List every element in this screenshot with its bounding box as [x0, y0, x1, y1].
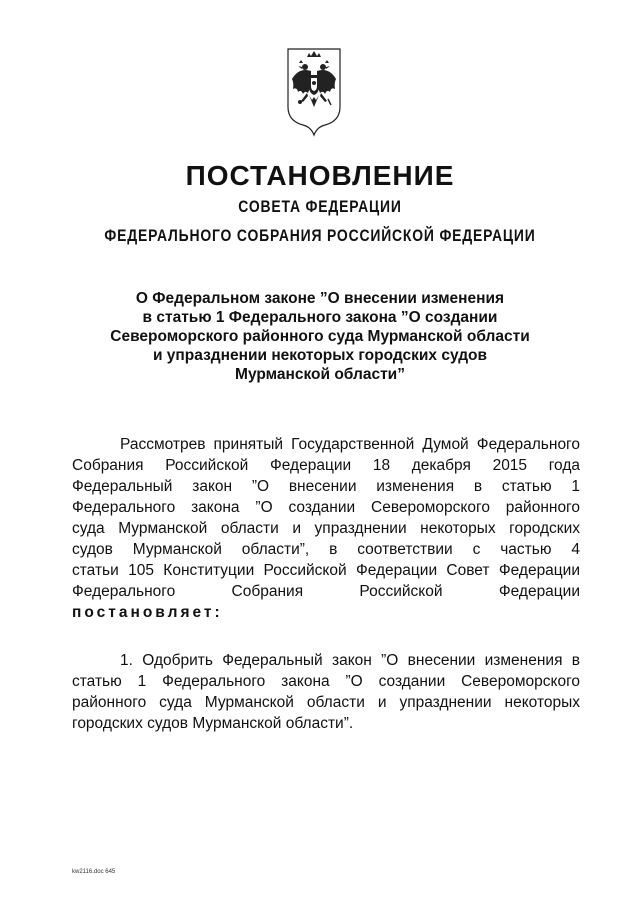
document-subject — [60, 289, 580, 384]
paragraph-line: Федерального Собрания Российской Федерации — [72, 583, 580, 600]
subject-line: О Федеральном законе ”О внесении изменения — [135, 290, 505, 307]
paragraph-line: судов Мурманской области”, в соответствии с частью 4 — [72, 541, 580, 558]
paragraph-line: статьи 105 Конституции Российской Федерации Совет Федерации — [72, 562, 580, 579]
paragraph-line: суда Мурманской области и упразднении некоторых городских — [72, 520, 580, 537]
document-reference: kw2116.doc 645 — [72, 869, 116, 875]
subject-line: в статью 1 Федерального закона ”О создании — [142, 309, 498, 326]
document-subtitle-council: СОВЕТА ФЕДЕРАЦИИ — [238, 197, 402, 216]
document-title: ПОСТАНОВЛЕНИЕ — [185, 160, 455, 191]
preamble-paragraph — [72, 434, 580, 623]
paragraph-line: статью 1 Федерального закона ”О создании Североморского — [72, 673, 580, 690]
subject-line: и упразднении некоторых городских судов — [152, 347, 488, 364]
paragraph-line: 1. Одобрить Федеральный закон ”О внесении изменения в — [120, 652, 580, 669]
subject-line: Мурманской области” — [235, 366, 405, 383]
double-headed-eagle-emblem-icon — [285, 45, 343, 137]
paragraph-line: районного суда Мурманской области и упразднении некоторых — [72, 694, 580, 711]
paragraph-line: городских судов Мурманской области”. — [72, 715, 354, 732]
resolution-item-1 — [72, 650, 580, 734]
paragraph-line: Собрания Российской Федерации 18 декабря 2015 года — [72, 457, 580, 474]
paragraph-line: Федерального закона ”О создании Североморского районного — [72, 499, 580, 516]
paragraph-line: Федеральный закон ”О внесении изменения в статью 1 — [72, 478, 580, 495]
subject-line: Североморского районного суда Мурманской области — [110, 328, 530, 345]
resolves-word: постановляет: — [72, 604, 223, 621]
paragraph-line: Рассмотрев принятый Государственной Думой Федерального — [120, 436, 580, 453]
document-subtitle-assembly: ФЕДЕРАЛЬНОГО СОБРАНИЯ РОССИЙСКОЙ ФЕДЕРАЦИИ — [104, 226, 536, 245]
